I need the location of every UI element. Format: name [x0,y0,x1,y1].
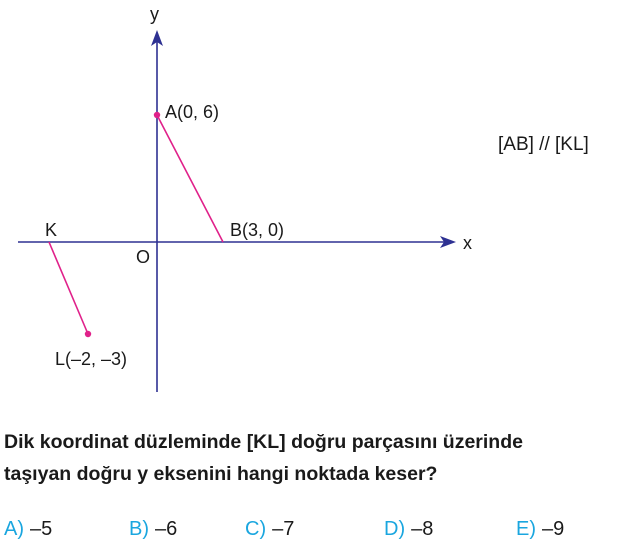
option-b[interactable] [129,518,177,541]
option-letter: C) [245,518,267,540]
option-letter: B) [129,518,149,540]
axis-y-label: y [150,4,159,24]
option-value: –7 [272,518,295,540]
option-value: –8 [411,518,434,540]
question-line-1: Dik koordinat düzleminde [KL] doğru parçasını üzerinde [4,431,523,453]
option-letter: E) [516,518,536,540]
point-a [154,112,160,118]
point-l [85,331,91,337]
segment-ab [157,115,223,242]
parallel-note: [AB] // [KL] [498,134,589,155]
point-l-label: L(–2, –3) [55,349,128,369]
option-a[interactable] [4,518,52,541]
question-text [4,426,616,490]
axis-x-label: x [463,233,472,253]
option-c[interactable] [245,518,294,541]
origin-label: O [136,247,151,267]
option-e[interactable] [516,518,564,541]
answer-options [0,518,618,546]
option-value: –5 [30,518,53,540]
segment-kl [49,242,88,334]
option-letter: D) [384,518,406,540]
option-value: –9 [542,518,565,540]
question-line-2: taşıyan doğru y eksenini hangi noktada keser? [4,463,438,485]
point-a-label: A(0, 6) [165,102,220,122]
point-k-label: K [45,220,58,240]
option-value: –6 [155,518,178,540]
point-b-label: B(3, 0) [230,220,285,240]
option-letter: A) [4,518,24,540]
option-d[interactable] [384,518,433,541]
